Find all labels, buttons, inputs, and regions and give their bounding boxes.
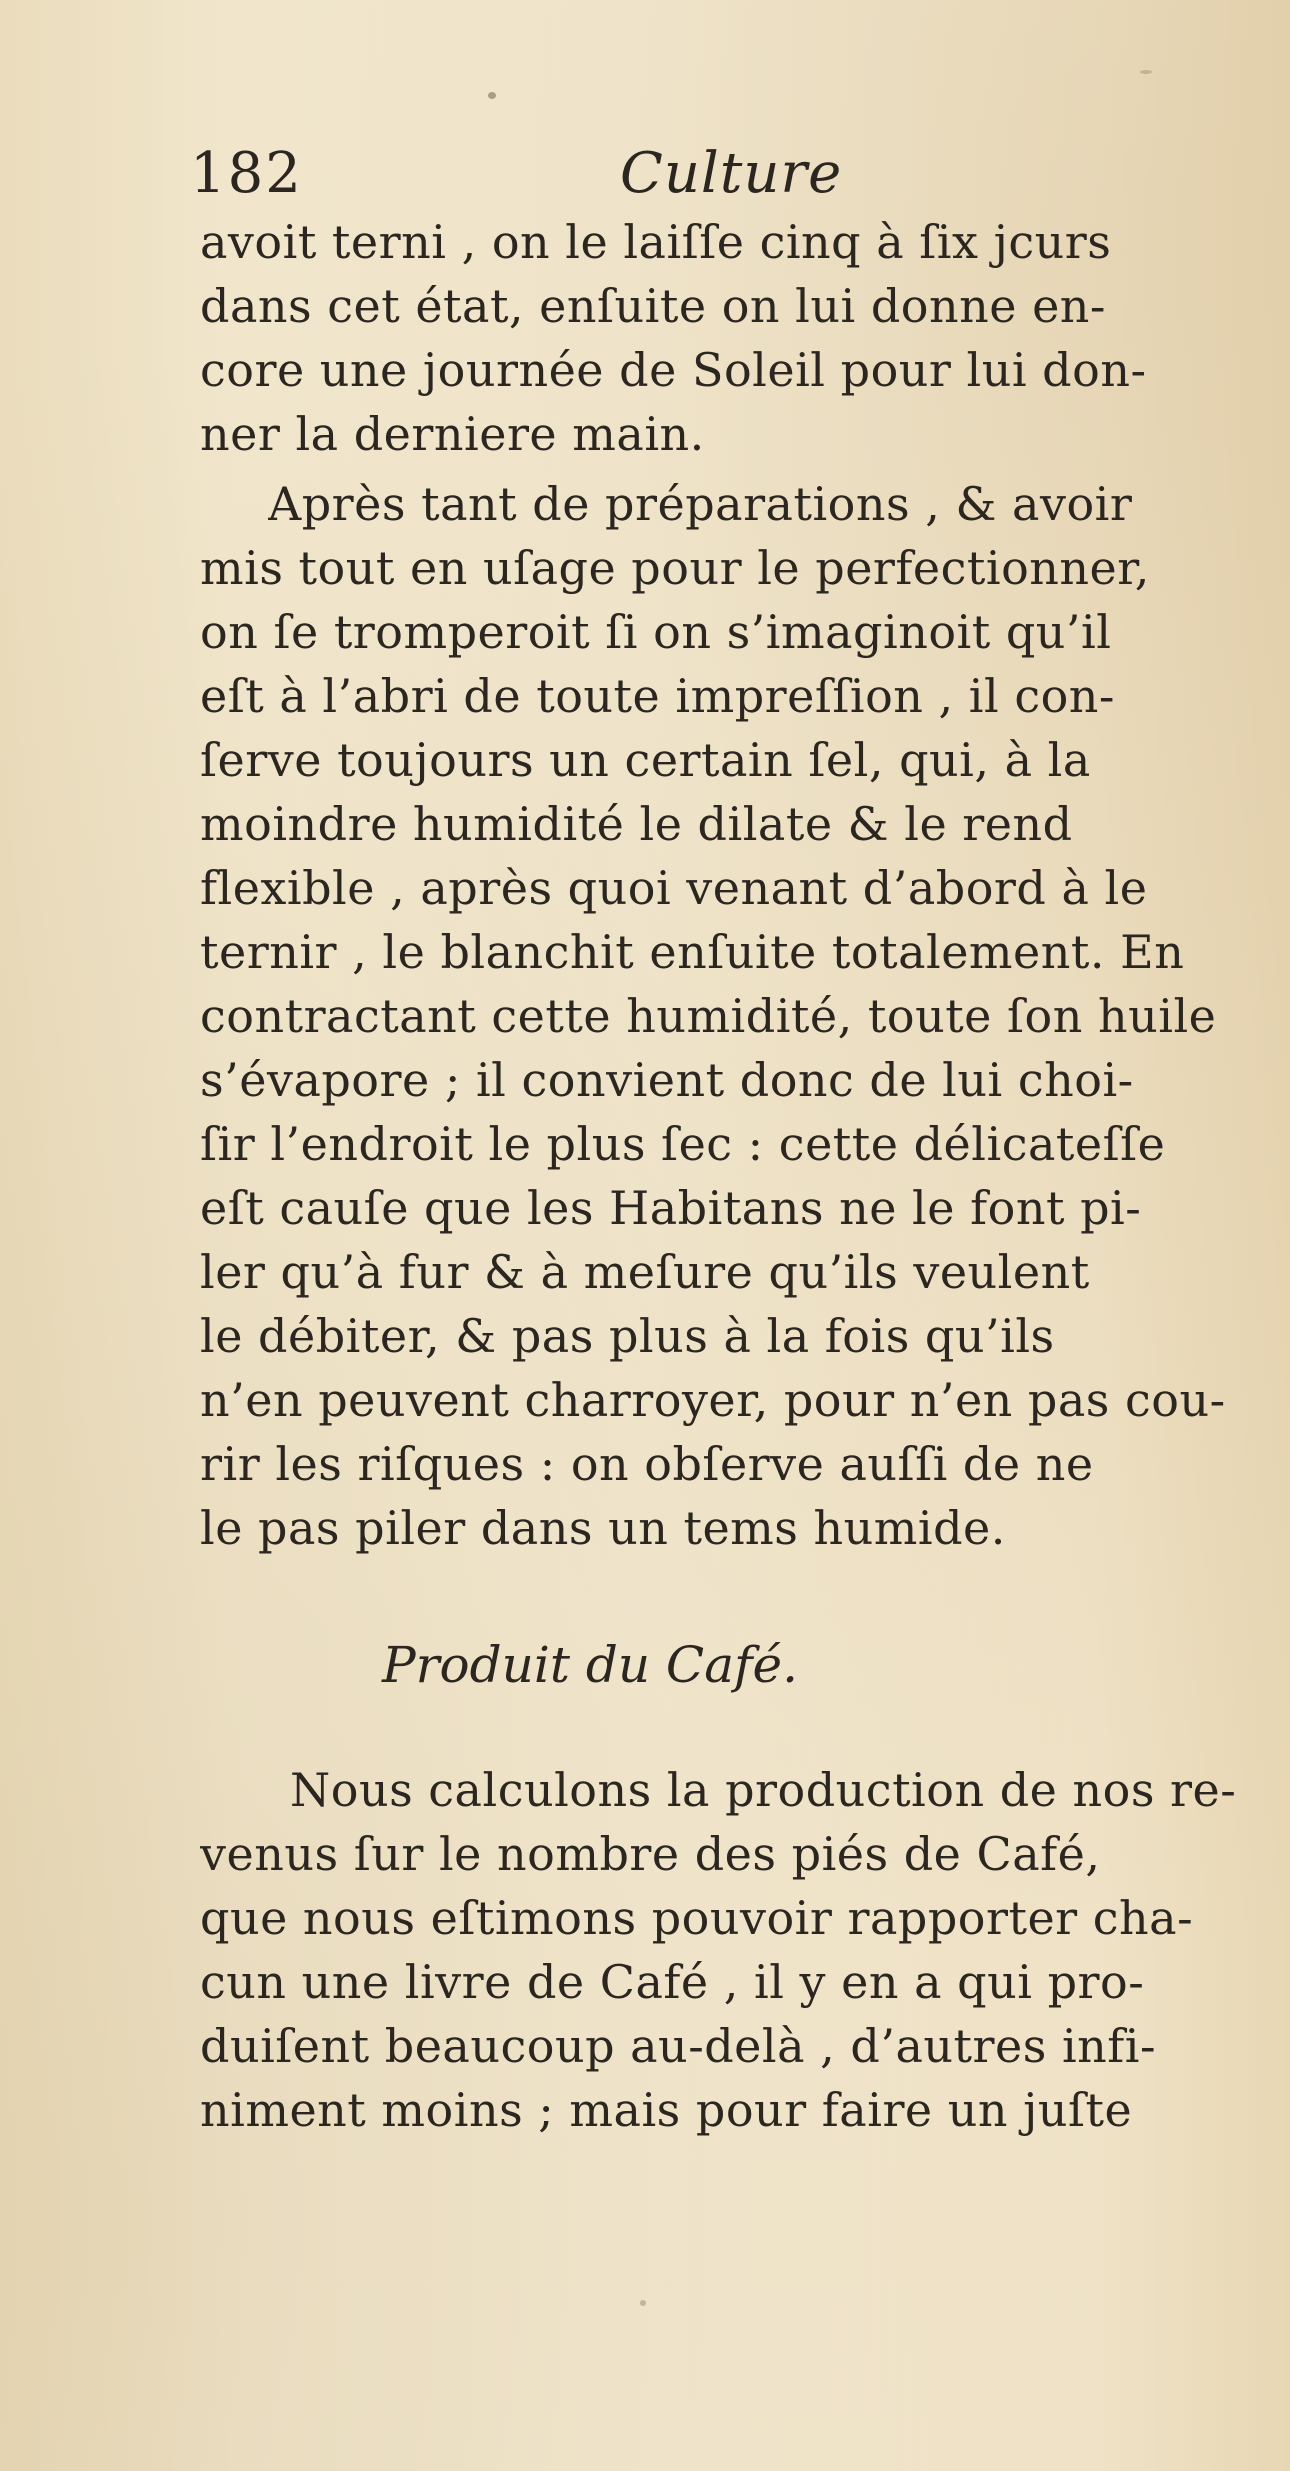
running-title: Culture (620, 141, 843, 206)
text-line: ner la derniere main. (200, 407, 705, 461)
ink-speck (488, 92, 496, 99)
text-line: flexible , après quoi venant d’abord à le (200, 861, 1148, 915)
text-line: cun une livre de Café , il y en a qui pro- (200, 1955, 1145, 2009)
text-line: dans cet état, enſuite on lui donne en- (200, 279, 1106, 333)
text-line: ler qu’à fur & à meſure qu’ils veulent (200, 1245, 1090, 1299)
text-line: ternir , le blanchit enſuite totalement. En (200, 925, 1185, 979)
text-line: eſt cauſe que les Habitans ne le font pi- (200, 1181, 1142, 1235)
text-line: duiſent beaucoup au-delà , d’autres infi- (200, 2019, 1157, 2073)
section-heading-text: Produit du Café. (382, 1636, 798, 1694)
text-line: avoit terni , on le laiſſe cinq à ſix jcurs (200, 215, 1112, 269)
text-line: rir les riſques : on obſerve auſſi de ne (200, 1437, 1094, 1491)
text-line: eſt à l’abri de toute impreſſion , il con- (200, 669, 1115, 723)
text-line: on ſe tromperoit ſi on s’imaginoit qu’il (200, 605, 1112, 659)
text-line: le pas piler dans un tems humide. (200, 1501, 1006, 1555)
text-line: Nous calculons la production de nos re- (290, 1763, 1237, 1817)
text-line: niment moins ; mais pour faire un juſte (200, 2083, 1133, 2137)
text-line: n’en peuvent charroyer, pour n’en pas cou- (200, 1373, 1226, 1427)
text-line: mis tout en uſage pour le perfectionner, (200, 541, 1150, 595)
ink-speck (1140, 70, 1152, 74)
page-number: 182 (190, 141, 303, 206)
text-line: ſerve toujours un certain ſel, qui, à la (200, 733, 1091, 787)
text-line: moindre humidité le dilate & le rend (200, 797, 1073, 851)
section-heading (0, 1630, 1290, 1700)
text-line: le débiter, & pas plus à la fois qu’ils (200, 1309, 1055, 1363)
text-line: core une journée de Soleil pour lui don- (200, 343, 1147, 397)
text-line: s’évapore ; il convient donc de lui choi- (200, 1053, 1134, 1107)
text-line: ſir l’endroit le plus ſec : cette délicateſſe (200, 1117, 1166, 1171)
text-line: que nous eſtimons pouvoir rapporter cha- (200, 1891, 1194, 1945)
text-line: venus ſur le nombre des piés de Café, (200, 1827, 1101, 1881)
text-line: Après tant de préparations , & avoir (268, 477, 1133, 531)
text-line: contractant cette humidité, toute ſon huile (200, 989, 1217, 1043)
ink-speck (640, 2300, 646, 2306)
